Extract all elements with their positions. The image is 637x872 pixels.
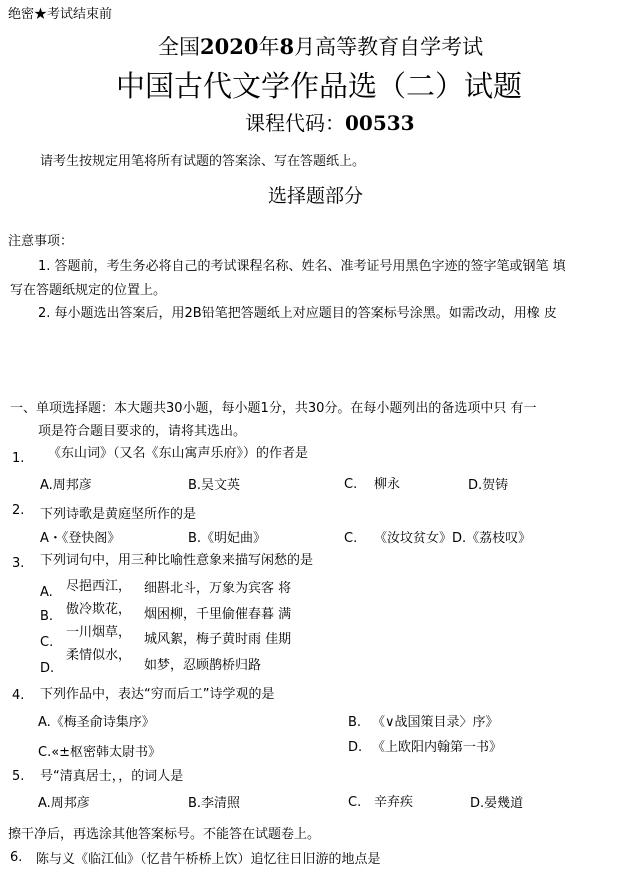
course-code: 00533 [345, 111, 415, 135]
option-c-letter: C. [348, 795, 362, 810]
exam-year: 2020 [200, 34, 259, 59]
question-stem: 下列词句中，用三种比喻性意象来描写闲愁的是 [40, 553, 314, 568]
question-number: 5. [12, 769, 25, 784]
exam-line-suffix: 月高等教育自学考试 [294, 35, 484, 59]
option-b-text: 《∨战国策目录〉序》 [372, 715, 499, 730]
part1-instruction-line-2: 项是符合题目要求的，请将其选出。 [38, 424, 247, 439]
option-a: A.周邦彦 [40, 478, 92, 493]
option-a-text-part1: 尽挹西江， [66, 579, 132, 594]
option-b: B.《明妃曲》 [188, 531, 267, 546]
question-number: 2. [12, 503, 25, 518]
option-c-text-part2: 城风絮，梅子黄时雨 佳期 [144, 632, 292, 647]
option-b-letter: B. [40, 609, 54, 624]
course-code-label: 课程代码： [245, 111, 345, 135]
option-d: D.贺铸 [468, 478, 509, 493]
option-b: B.李清照 [188, 796, 241, 811]
option-c-text-part1: 一川烟草， [66, 625, 132, 640]
section-heading: 选择题部分 [268, 185, 364, 207]
option-c: C.«±枢密韩太尉书》 [38, 745, 162, 760]
option-a-text-part2: 细斟北斗，万象为宾客 将 [144, 581, 292, 596]
option-a: A.周邦彦 [38, 796, 90, 811]
question-stem: 下列诗歌是黄庭坚所作的是 [40, 507, 197, 522]
option-c-text: 柳永 [374, 477, 401, 492]
question-number: 6. [10, 850, 23, 865]
option-c-letter: C. [40, 635, 54, 650]
question-stem: 号“清真居士，，的词人是 [40, 769, 184, 784]
option-d-text-part2: 如梦，忍顾鹊桥归路 [144, 658, 262, 673]
option-b-text-part1: 傲冷欺花， [66, 602, 132, 617]
notes-heading: 注意事项： [8, 234, 74, 249]
option-d: D.晏幾道 [470, 796, 524, 811]
option-a-letter: A. [40, 585, 53, 600]
exam-line-prefix: 全国 [158, 35, 200, 59]
exam-session-line [158, 36, 483, 58]
question-stem: 《东山词》（又名《东山寓声乐府》）的作者是 [48, 446, 309, 461]
exam-line-mid: 年 [258, 35, 280, 59]
intro-instruction: 请考生按规定用笔将所有试题的答案涂、写在答题纸上。 [40, 154, 366, 169]
part1-instruction-line-1: 一、单项选择题：本大题共30小题，每小题1分，共30分。在每小题列出的备选项中只 有一 [10, 401, 537, 416]
option-d-letter: D. [40, 661, 55, 676]
secrecy-label: 绝密★考试结束前 [8, 7, 113, 22]
option-d-letter: D. [348, 740, 363, 755]
exam-month: 8 [279, 34, 295, 59]
question-number: 1. [12, 451, 25, 466]
option-d-text: 《上欧阳内翰第一书》 [372, 740, 503, 755]
note-item-1-line-2: 写在答题纸规定的位置上。 [10, 283, 167, 298]
option-c-letter: C. [344, 477, 358, 492]
option-b: B.吴文英 [188, 478, 241, 493]
option-b-letter: B. [348, 715, 362, 730]
course-code-line [245, 113, 415, 133]
question-stem: 陈与义《临江仙》（忆昔午桥桥上饮）追忆往日旧游的地点是 [36, 852, 381, 867]
answer-sheet-note: 擦干净后，再选涂其他答案标号。不能答在试题卷上。 [8, 827, 321, 842]
option-b-text-part2: 烟困柳，千里偷催春暮 满 [144, 607, 292, 622]
option-c-text: 辛弃疾 [374, 795, 414, 810]
question-stem: 下列作品中，表达“穷而后工”诗学观的是 [40, 687, 275, 702]
note-item-2: 2. 每小题选出答案后，用2B铅笔把答题纸上对应题目的答案标号涂黑。如需改动，用橡 皮 [38, 306, 557, 321]
option-c-letter: C. [344, 531, 358, 546]
paper-title: 中国古代文学作品选（二）试题 [116, 69, 523, 103]
option-a: A.《梅圣俞诗集序》 [38, 715, 155, 730]
option-a: A・《登快阁》 [40, 531, 121, 546]
option-d-text-part1: 柔情似水， [66, 648, 132, 663]
option-c-d-text: 《汝坟贫女》D.《荔枝叹》 [374, 531, 532, 546]
note-item-1-line-1: 1. 答题前，考生务必将自己的考试课程名称、姓名、准考证号用黑色字迹的签字笔或钢笔 填 [38, 259, 566, 274]
question-number: 4. [12, 688, 25, 703]
question-number: 3. [12, 556, 25, 571]
